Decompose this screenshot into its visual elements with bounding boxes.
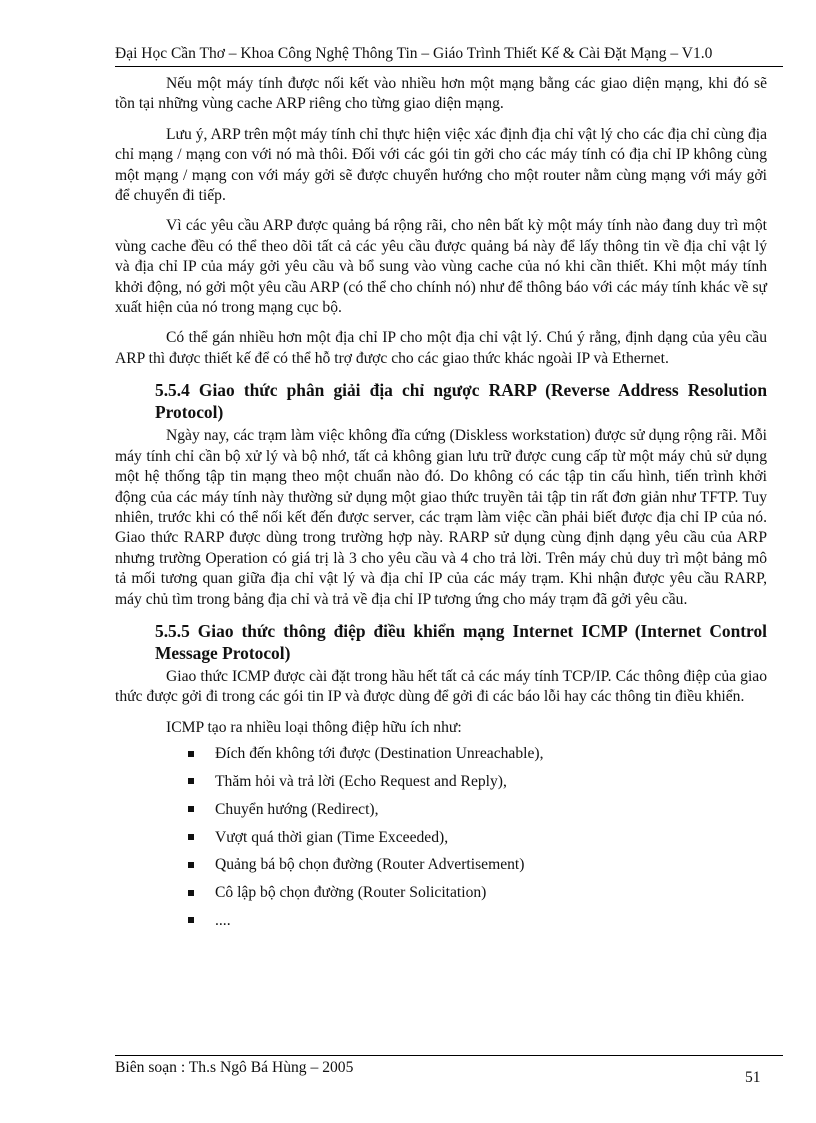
square-bullet-icon [188,890,194,896]
page-number: 51 [745,1069,761,1086]
paragraph-icmp: Giao thức ICMP được cài đặt trong hầu hết tất cả các máy tính TCP/IP. Các thông điệp của giao thức được gởi đi trong các gói tin IP và được dùng để gởi đi các báo lỗi hay các thông tin điều khiển. [115,667,767,706]
square-bullet-icon [188,751,194,757]
paragraph-arp-multiple-ip: Có thể gán nhiều hơn một địa chỉ IP cho một địa chỉ vật lý. Chú ý rằng, định dạng của yêu cầu ARP thì được thiết kế để có thể hỗ trợ được cho các giao thức khác ngoài IP và Ethernet. [115,329,767,367]
paragraph-rarp: Ngày nay, các trạm làm việc không đĩa cứng (Diskless workstation) được sử dụng rộng rãi. Mỗi máy tính chỉ cần bộ xử lý và bộ nhớ, tất cả không gian lưu trữ được cung cấp từ một máy chủ sử dụng một hệ thống tập tin mạng theo một chuẩn nào đó. Do không có các tập tin cấu hình, tiến trình khởi động của các máy tính này thường sử dụng một giao thức truyền tải tập tin rất đơn giản như TFTP. Tuy nhiên, trước khi có thể nối kết đến được server, các trạm làm việc cần phải biết được địa chỉ IP của nó. Giao thức RARP được dùng trong trường hợp này. RARP sử dụng cùng định dạng yêu cầu của ARP nhưng trường Operation có giá trị là 3 cho yêu cầu và 4 cho trả lời. Trên máy chủ duy trì một bảng mô tả mối tương quan giữa địa chỉ vật lý và địa chỉ IP của các máy trạm. Khi nhận được yêu cầu RARP, máy chủ tìm trong bảng địa chỉ và trả về địa chỉ IP tương ứng cho máy trạm đã gởi yêu cầu. [115,427,767,608]
list-item-text: Thăm hỏi và trả lời (Echo Request and Reply), [215,772,507,790]
list-item-text: Vượt quá thời gian (Time Exceeded), [215,828,449,846]
list-item-text: Quảng bá bộ chọn đường (Router Advertisement) [215,856,525,874]
list-item [186,800,767,820]
list-item-text: Đích đến không tới được (Destination Unreachable), [215,745,544,763]
list-item [186,772,767,792]
footer-divider [115,1055,783,1056]
icmp-list-intro: ICMP tạo ra nhiều loại thông điệp hữu ích như: [166,718,462,736]
page-body [115,74,767,939]
list-item [186,883,767,903]
square-bullet-icon [188,834,194,840]
paragraph-arp-local-scope: Lưu ý, ARP trên một máy tính chỉ thực hiện việc xác định địa chỉ vật lý cho các địa chỉ cùng địa chỉ mạng / mạng con với nó mà thôi. Đối với các gói tin gởi cho các máy tính có địa chỉ IP không cùng một mạng / mạng con với máy gởi sẽ được chuyển hướng cho một router nằm cùng mạng với máy gởi để chuyển đi tiếp. [115,125,767,205]
list-item-text: Chuyển hướng (Redirect), [215,800,379,818]
list-item [186,855,767,875]
list-item-text: Cô lập bộ chọn đường (Router Solicitation) [215,884,487,902]
list-item-text: .... [215,911,231,929]
section-heading-rarp: 5.5.4 Giao thức phân giải địa chỉ ngược RARP (Reverse Address Resolution Protocol) [155,380,767,423]
square-bullet-icon [188,806,194,812]
list-item [186,744,767,764]
header-divider [115,66,783,67]
icmp-message-list [115,744,767,931]
paragraph-arp-broadcast: Vì các yêu cầu ARP được quảng bá rộng rãi, cho nên bất kỳ một máy tính nào đang duy trì một vùng cache đều có thể theo dõi tất cả các yêu cầu được quảng bá này để lấy thông tin về địa chỉ vật lý và địa chỉ IP của máy gởi yêu cầu và bổ sung vào vùng cache của nó khi cần thiết. Khi một máy tính khởi động, nó gởi một yêu cầu ARP (có thể cho chính nó) như để thông báo với các máy tính khác về sự xuất hiện của nó trong mạng cục bộ. [115,217,767,317]
section-heading-icmp: 5.5.5 Giao thức thông điệp điều khiển mạng Internet ICMP (Internet Control Message Protocol) [155,620,767,663]
square-bullet-icon [188,917,194,923]
list-item [186,911,767,931]
list-item [186,828,767,848]
paragraph-arp-multiple-interfaces: Nếu một máy tính được nối kết vào nhiều hơn một mạng bằng các giao diện mạng, khi đó sẽ tồn tại những vùng cache ARP riêng cho từng giao diện mạng. [115,75,767,113]
square-bullet-icon [188,778,194,784]
footer-author: Biên soạn : Th.s Ngô Bá Hùng – 2005 [115,1059,354,1076]
square-bullet-icon [188,862,194,868]
page-header: Đại Học Cần Thơ – Khoa Công Nghệ Thông Tin – Giáo Trình Thiết Kế & Cài Đặt Mạng – V1.0 [115,45,713,62]
